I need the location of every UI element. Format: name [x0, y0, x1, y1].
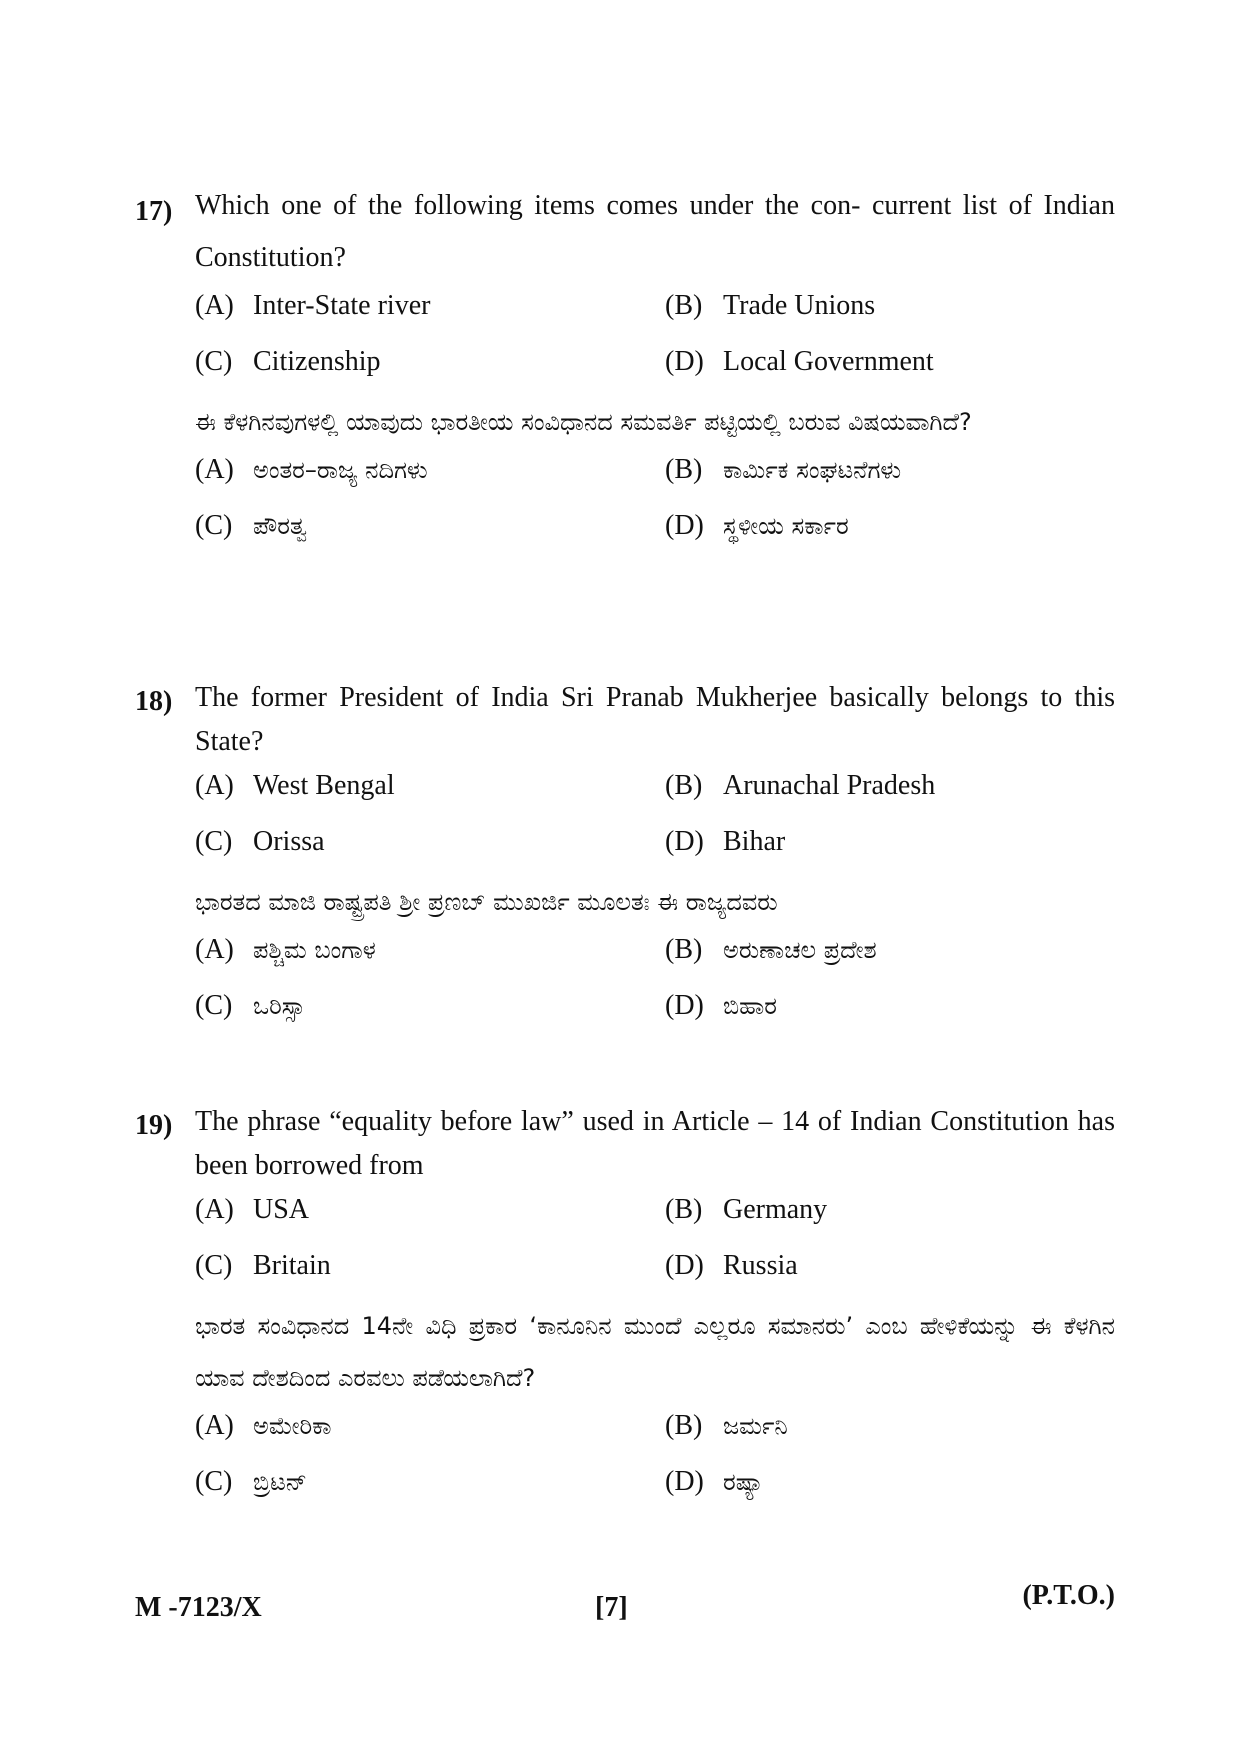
- option-text: ಸ್ಥಳೀಯ ಸರ್ಕಾರ: [723, 512, 849, 540]
- english-options: [195, 290, 1115, 392]
- option-b: [665, 770, 1085, 816]
- question-header: [135, 190, 1115, 284]
- question-18: [135, 680, 1115, 1036]
- kannada-question-text: ಭಾರತ ಸಂವಿಧಾನದ 14ನೇ ವಿಧಿ ಪ್ರಕಾರ ‘ಕಾನೂನಿನ ಮುಂದೆ ಎಲ್ಲರೂ ಸಮಾನರು’ ಎಂಬ ಹೇಳಿಕೆಯನ್ನು ಈ ಕೆಳಗಿನ ಯಾವ ದೇಶದಿಂದ ಎರವಲು ಪಡೆಯಲಾಗಿದೆ?: [195, 1312, 1115, 1392]
- option-text: Local Government: [723, 346, 934, 377]
- option-text: USA: [253, 1194, 310, 1225]
- option-text: ಪೌರತ್ವ: [253, 512, 308, 540]
- option-letter: (A): [195, 454, 234, 485]
- kannada-option-b: [665, 454, 1085, 500]
- option-letter: (A): [195, 1194, 234, 1225]
- option-c: [195, 346, 665, 392]
- option-d: [665, 346, 1085, 392]
- question-text: The phrase “equality before law” used in Article – 14 of Indian Constitution has been borrowed from: [195, 1106, 1115, 1181]
- paper-code: M -7123/X: [135, 1592, 262, 1623]
- option-d: [665, 1250, 1085, 1296]
- option-letter: (C): [195, 990, 233, 1021]
- option-text: ಒರಿಸ್ಸಾ: [253, 992, 306, 1020]
- kannada-question-text: ಭಾರತದ ಮಾಜಿ ರಾಷ್ಟ್ರಪತಿ ಶ್ರೀ ಪ್ರಣಬ್ ಮುಖರ್ಜಿ ಮೂಲತಃ ಈ ರಾಜ್ಯದವರು: [195, 888, 778, 916]
- kannada-option-b: [665, 934, 1085, 980]
- option-text: Arunachal Pradesh: [723, 770, 936, 801]
- option-text: Bihar: [723, 826, 786, 857]
- kannada-option-a: [195, 1410, 665, 1456]
- option-text: ಬಿಹಾರ: [723, 992, 777, 1020]
- kannada-options: [195, 934, 1115, 1036]
- option-text: Russia: [723, 1250, 798, 1281]
- option-letter: (D): [665, 990, 704, 1021]
- option-text: ಬ್ರಿಟನ್: [253, 1468, 307, 1496]
- option-text: ಅರುಣಾಚಲ ಪ್ರದೇಶ: [723, 936, 877, 964]
- option-text: ಕಾರ್ಮಿಕ ಸಂಘಟನೆಗಳು: [723, 456, 902, 484]
- option-b: [665, 1194, 1085, 1240]
- option-letter: (B): [665, 1410, 703, 1441]
- option-letter: (C): [195, 510, 233, 541]
- kannada-option-a: [195, 934, 665, 980]
- option-text: Trade Unions: [723, 290, 876, 321]
- option-letter: (C): [195, 826, 233, 857]
- option-text: Britain: [253, 1250, 331, 1281]
- option-letter: (B): [665, 770, 703, 801]
- question-text: The former President of India Sri Pranab Mukherjee basically belongs to this State?: [195, 682, 1115, 757]
- option-letter: (D): [665, 510, 704, 541]
- option-letter: (A): [195, 770, 234, 801]
- option-letter: (D): [665, 1466, 704, 1497]
- question-number: 17): [135, 196, 173, 227]
- pto-label: (P.T.O.): [1022, 1580, 1115, 1611]
- option-text: ರಷ್ಯಾ: [723, 1468, 764, 1496]
- kannada-option-c: [195, 990, 665, 1036]
- option-c: [195, 826, 665, 872]
- option-a: [195, 1194, 665, 1240]
- question-17: [135, 190, 1115, 556]
- option-letter: (D): [665, 826, 704, 857]
- option-a: [195, 290, 665, 336]
- kannada-option-d: [665, 990, 1085, 1036]
- question-number: 19): [135, 1110, 173, 1141]
- option-text: ಪಶ್ಚಿಮ ಬಂಗಾಳ: [253, 936, 376, 964]
- kannada-question-text: ಈ ಕೆಳಗಿನವುಗಳಲ್ಲಿ ಯಾವುದು ಭಾರತೀಯ ಸಂವಿಧಾನದ ಸಮವರ್ತಿ ಪಟ್ಟಿಯಲ್ಲಿ ಬರುವ ವಿಷಯವಾಗಿದೆ?: [195, 408, 972, 436]
- option-text: Citizenship: [253, 346, 381, 377]
- option-d: [665, 826, 1085, 872]
- question-text: Which one of the following items comes under the con- current list of Indian Constitution?: [195, 190, 1115, 273]
- question-header: [135, 680, 1115, 764]
- question-header: [135, 1104, 1115, 1188]
- option-letter: (D): [665, 346, 704, 377]
- option-text: Germany: [723, 1194, 828, 1225]
- option-letter: (B): [665, 1194, 703, 1225]
- kannada-option-d: [665, 510, 1085, 556]
- option-letter: (C): [195, 1466, 233, 1497]
- kannada-option-c: [195, 1466, 665, 1512]
- english-options: [195, 770, 1115, 872]
- option-letter: (C): [195, 1250, 233, 1281]
- kannada-option-b: [665, 1410, 1085, 1456]
- option-letter: (A): [195, 934, 234, 965]
- kannada-options: [195, 1410, 1115, 1512]
- question-19: [135, 1104, 1115, 1512]
- kannada-option-c: [195, 510, 665, 556]
- page-number: [7]: [595, 1592, 628, 1623]
- option-a: [195, 770, 665, 816]
- option-letter: (D): [665, 1250, 704, 1281]
- option-text: Orissa: [253, 826, 325, 857]
- option-text: ಅಂತರ–ರಾಜ್ಯ ನದಿಗಳು: [253, 456, 428, 484]
- option-letter: (B): [665, 454, 703, 485]
- kannada-option-a: [195, 454, 665, 500]
- option-letter: (B): [665, 934, 703, 965]
- question-number: 18): [135, 686, 173, 717]
- option-b: [665, 290, 1085, 336]
- option-text: West Bengal: [253, 770, 395, 801]
- option-text: Inter-State river: [253, 290, 431, 321]
- kannada-option-d: [665, 1466, 1085, 1512]
- option-letter: (C): [195, 346, 233, 377]
- option-text: ಜರ್ಮನಿ: [723, 1412, 788, 1440]
- option-text: ಅಮೇರಿಕಾ: [253, 1412, 332, 1440]
- option-c: [195, 1250, 665, 1296]
- option-letter: (A): [195, 1410, 234, 1441]
- kannada-options: [195, 454, 1115, 556]
- option-letter: (A): [195, 290, 234, 321]
- english-options: [195, 1194, 1115, 1296]
- option-letter: (B): [665, 290, 703, 321]
